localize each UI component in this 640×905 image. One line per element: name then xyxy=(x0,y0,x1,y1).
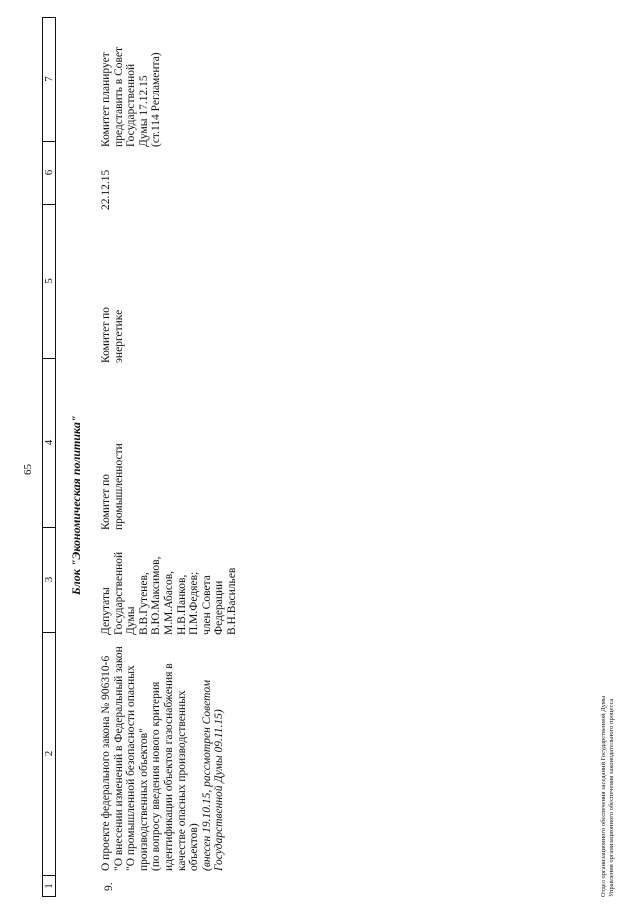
initiator-line: В.В.Гутенев, xyxy=(137,572,150,635)
status-line: (ст.114 Регламента) xyxy=(150,52,163,147)
committee-line: Комитет по xyxy=(100,307,112,363)
status-line: Государственной xyxy=(125,63,138,147)
column-number: 3 xyxy=(43,527,55,633)
bill-note-line: (внесен 19.10.15, рассмотрен Советом xyxy=(200,679,213,871)
bill-line: качестве опасных производственных xyxy=(175,690,188,871)
initiator-line: член Совета xyxy=(200,575,213,635)
bill-line: производственных объектов" xyxy=(137,728,150,871)
column-number: 5 xyxy=(43,204,55,359)
page-number: 65 xyxy=(22,464,34,475)
bill-note-line: Государственной Думы 09.11.15) xyxy=(213,709,226,871)
column-number: 2 xyxy=(43,632,55,876)
bill-description-cell xyxy=(100,643,226,871)
column-number-header xyxy=(42,17,56,897)
initiator-line: Н.В.Панков, xyxy=(175,574,188,635)
footer-line: Отдел организационного обеспечения заседаний Государственной Думы xyxy=(600,695,607,897)
footer-line: Управления организационного обеспечения законодательного процесса xyxy=(608,698,615,897)
bill-line: "О промышленной безопасности опасных xyxy=(125,665,138,871)
committee-line: промышленности xyxy=(112,443,125,530)
bill-line: "О внесении изменений в Федеральный закон xyxy=(112,646,125,871)
bill-line: (по вопросу введения нового критерия xyxy=(150,681,163,871)
column-number: 7 xyxy=(43,17,55,142)
column-number: 1 xyxy=(43,883,55,889)
bill-line: О проекте федерального закона № 906310-6 xyxy=(100,655,112,871)
committee-line: Комитет по xyxy=(100,474,112,530)
footer xyxy=(600,696,616,897)
initiator-line: Депутаты xyxy=(100,587,112,635)
co-committee-cell xyxy=(100,273,125,363)
status-line: Комитет планирует xyxy=(100,52,112,147)
responsible-committee-cell xyxy=(100,420,125,530)
status-line: Думы 17.12.15 xyxy=(137,75,150,147)
initiator-line: П.М.Федяев; xyxy=(188,571,201,635)
committee-line: энергетике xyxy=(112,309,125,363)
initiator-line: Думы xyxy=(125,606,138,635)
initiator-line: В.Ю.Максимов, xyxy=(150,556,163,635)
status-line: представить в Совет xyxy=(112,46,125,147)
bill-line: объектов) xyxy=(188,823,201,871)
column-number: 6 xyxy=(43,141,55,205)
initiators-cell xyxy=(100,539,239,635)
initiator-line: Федерации xyxy=(213,580,226,635)
bill-line: идентификации объектов газоснабжения в xyxy=(162,663,175,871)
initiator-line: В.Н.Васильев xyxy=(225,567,238,635)
status-cell xyxy=(100,27,163,147)
initiator-line: М.М.Абасов, xyxy=(162,570,175,635)
initiator-line: Государственной xyxy=(112,551,125,635)
row-number: 9. xyxy=(103,882,115,891)
column-number: 4 xyxy=(43,358,55,528)
date-cell: 22.12.15 xyxy=(100,169,112,210)
block-title: Блок "Экономическая политика" xyxy=(69,415,83,595)
